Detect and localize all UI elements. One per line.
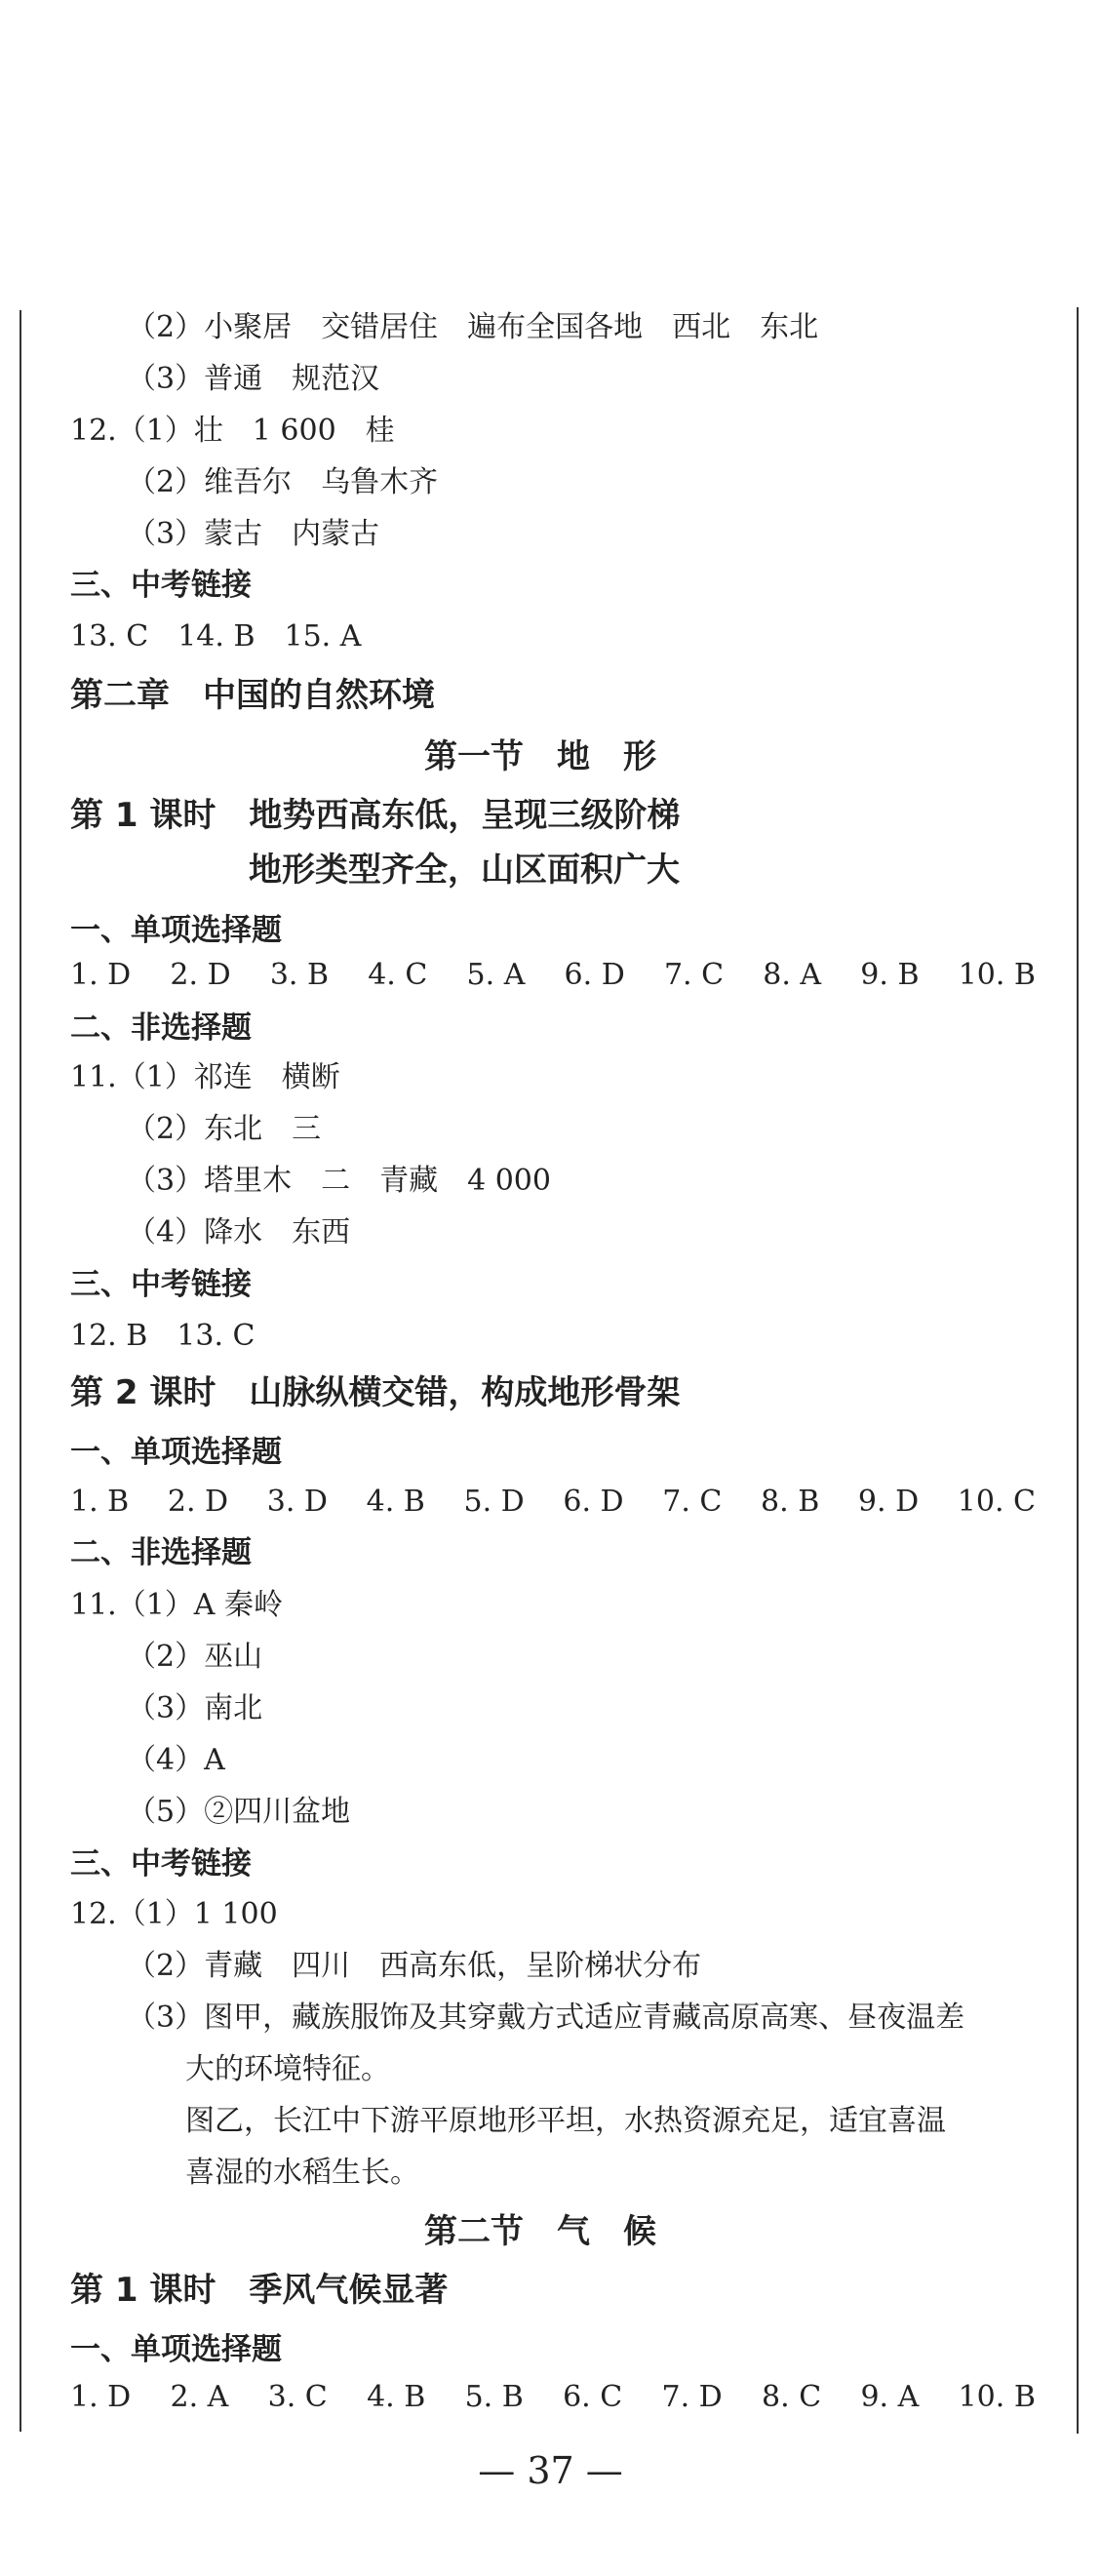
answer-line: 图乙，长江中下游平原地形平坦，水热资源充足，适宜喜温 (185, 2104, 946, 2138)
mc-answer: 2. D (170, 958, 231, 992)
answer-line: （4）降水 东西 (127, 1215, 351, 1249)
mc-answer: 9. D (857, 1485, 920, 1519)
mc-answer: 3. D (266, 1485, 328, 1519)
section-heading: 一、单项选择题 (70, 2332, 282, 2367)
answer-line: （3）普通 规范汉 (127, 362, 380, 396)
answer-line: 12. B 13. C (70, 1319, 256, 1353)
answer-line: （5）②四川盆地 (127, 1795, 351, 1829)
mc-answer: 10. B (958, 958, 1036, 992)
answer-line: 12.（1）1 100 (70, 1897, 278, 1931)
mc-answer: 5. A (466, 958, 526, 992)
mc-answer: 2. D (167, 1485, 229, 1519)
mc-answer: 8. A (763, 958, 822, 992)
mc-answer: 5. D (463, 1485, 525, 1519)
section-heading: 三、中考链接 (70, 1267, 252, 1302)
answer-line: （2）巫山 (127, 1640, 263, 1674)
mc-answer: 1. B (70, 1485, 130, 1519)
mc-answer: 5. B (464, 2380, 524, 2414)
section-heading: 三、中考链接 (70, 568, 252, 603)
answer-line: （3）蒙古 内蒙古 (127, 517, 380, 551)
mc-answer: 8. C (762, 2380, 822, 2414)
answer-line: 13. C 14. B 15. A (70, 619, 362, 654)
section-heading: 二、非选择题 (70, 1535, 252, 1570)
section-title: 第二节 气 候 (424, 2212, 656, 2251)
section-heading: 二、非选择题 (70, 1011, 252, 1046)
answer-line: 11.（1）祁连 横断 (70, 1060, 340, 1094)
mc-answer: 10. B (958, 2380, 1036, 2414)
lesson-title: 第 1 课时 季风气候显著 (70, 2271, 449, 2310)
mc-answers-row (70, 1483, 1036, 1522)
answer-line: （2）东北 三 (127, 1112, 322, 1146)
answer-line: （2）小聚居 交错居住 遍布全国各地 西北 东北 (127, 310, 819, 344)
mc-answer: 3. B (269, 958, 330, 992)
mc-answer: 6. C (563, 2380, 623, 2414)
mc-answer: 9. A (860, 2380, 920, 2414)
mc-answer: 2. A (170, 2380, 229, 2414)
mc-answer: 4. C (368, 958, 428, 992)
answer-line: （3）南北 (127, 1691, 263, 1725)
lesson-title-cont: 地形类型齐全，山区面积广大 (249, 851, 680, 890)
mc-answer: 1. D (70, 958, 132, 992)
section-heading: 三、中考链接 (70, 1846, 252, 1882)
answer-line: 12.（1）壮 1 600 桂 (70, 414, 395, 448)
mc-answer: 1. D (70, 2380, 132, 2414)
mc-answers-row (70, 2378, 1036, 2417)
mc-answer: 7. C (663, 958, 725, 992)
answer-line: （2）维吾尔 乌鲁木齐 (127, 465, 439, 499)
answer-line: 喜湿的水稻生长。 (185, 2156, 419, 2190)
mc-answer: 6. D (563, 1485, 624, 1519)
answer-line: 11.（1）A 秦岭 (70, 1588, 283, 1622)
section-heading: 一、单项选择题 (70, 913, 282, 948)
mc-answer: 8. B (761, 1485, 820, 1519)
chapter-title: 第二章 中国的自然环境 (70, 676, 435, 715)
answer-line: （3）塔里木 二 青藏 4 000 (127, 1164, 551, 1198)
mc-answer: 10. C (957, 1485, 1036, 1519)
mc-answer: 3. C (267, 2380, 328, 2414)
mc-answers-row (70, 956, 1036, 995)
mc-answer: 7. D (661, 2380, 723, 2414)
left-margin-rule (20, 310, 21, 2432)
answer-line: （2）青藏 四川 西高东低，呈阶梯状分布 (127, 1949, 702, 1983)
right-margin-rule (1077, 307, 1079, 2434)
mc-answer: 6. D (564, 958, 625, 992)
lesson-title: 第 1 课时 地势西高东低，呈现三级阶梯 (70, 796, 681, 835)
mc-answer: 9. B (860, 958, 920, 992)
answer-line: （3）图甲，藏族服饰及其穿戴方式适应青藏高原高寒、昼夜温差 (127, 2001, 965, 2035)
section-heading: 一、单项选择题 (70, 1435, 282, 1470)
mc-answer: 4. B (366, 1485, 425, 1519)
mc-answer: 7. C (662, 1485, 723, 1519)
answer-line: 大的环境特征。 (185, 2052, 390, 2086)
section-title: 第一节 地 形 (424, 737, 656, 776)
lesson-title: 第 2 课时 山脉纵横交错，构成地形骨架 (70, 1373, 681, 1412)
answer-line: （4）A (127, 1743, 225, 1777)
mc-answer: 4. B (367, 2380, 426, 2414)
page-number: — 37 — (478, 2449, 623, 2492)
